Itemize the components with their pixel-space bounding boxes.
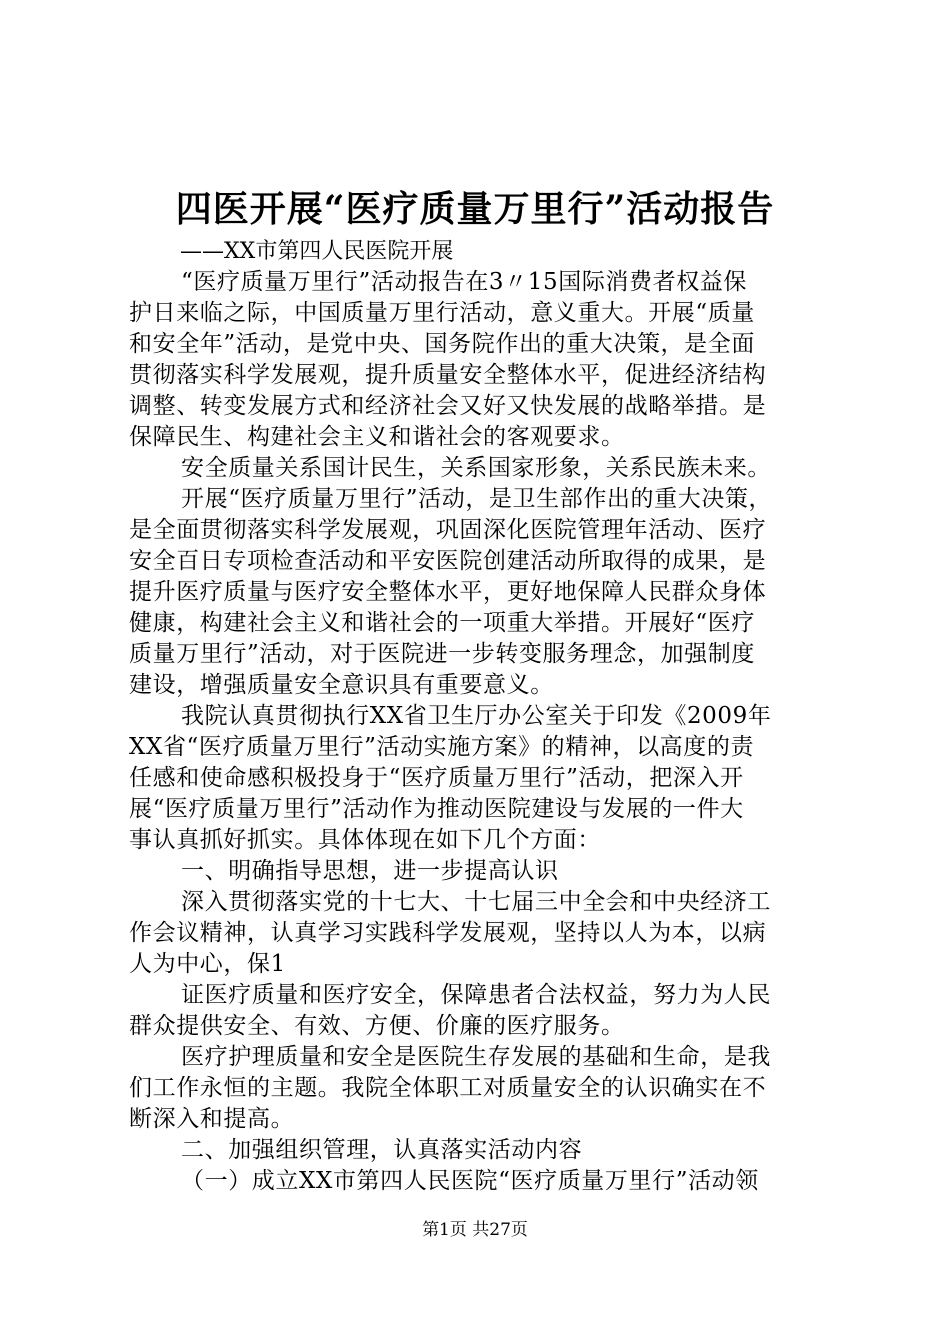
body-line: 医疗护理质量和安全是医院生存发展的基础和生命，是我	[181, 1044, 771, 1070]
body-line: 证医疗质量和医疗安全，保障患者合法权益，努力为人民	[181, 982, 771, 1008]
body-line: 贯彻落实科学发展观，提升质量安全整体水平，促进经济结构	[129, 362, 767, 388]
body-line: 一、明确指导思想，进一步提高认识	[181, 858, 559, 884]
body-line: 质量万里行”活动，对于医院进一步转变服务理念，加强制度	[129, 641, 755, 667]
document-title: 四医开展“医疗质量万里行”活动报告	[175, 188, 775, 230]
body-line: XX省“医疗质量万里行”活动实施方案》的精神，以高度的责	[129, 734, 755, 760]
body-line: 开展“医疗质量万里行”活动，是卫生部作出的重大决策，	[181, 486, 773, 512]
body-line: 健康，构建社会主义和谐社会的一项重大举措。开展好“医疗	[129, 610, 755, 636]
body-line: 作会议精神，认真学习实践科学发展观，坚持以人为本，以病	[129, 920, 767, 946]
body-line: 二、加强组织管理，认真落实活动内容	[181, 1137, 583, 1163]
body-line: 人为中心，保1	[129, 951, 286, 977]
body-line: 群众提供安全、有效、方便、价廉的医疗服务。	[129, 1013, 625, 1039]
body-line: “医疗质量万里行”活动报告在3〃15国际消费者权益保	[181, 269, 748, 295]
body-line: 深入贯彻落实党的十七大、十七届三中全会和中央经济工	[181, 889, 771, 915]
document-subtitle: ——XX市第四人民医院开展	[180, 239, 454, 264]
body-line: 我院认真贯彻执行XX省卫生厅办公室关于印发《2009年	[181, 703, 772, 729]
body-line: 断深入和提高。	[129, 1106, 295, 1132]
body-line: 安全质量关系国计民生，关系国家形象，关系民族未来。	[181, 455, 771, 481]
body-line: （一）成立XX市第四人民医院“医疗质量万里行”活动领	[181, 1168, 759, 1194]
body-line: 保障民生、构建社会主义和谐社会的客观要求。	[129, 424, 625, 450]
page-footer: 第1页 共27页	[422, 1220, 528, 1240]
body-line: 调整、转变发展方式和经济社会又好又快发展的战略举措。是	[129, 393, 767, 419]
body-line: 是全面贯彻落实科学发展观，巩固深化医院管理年活动、医疗	[129, 517, 767, 543]
body-line: 任感和使命感积极投身于“医疗质量万里行”活动，把深入开	[129, 765, 744, 791]
body-line: 们工作永恒的主题。我院全体职工对质量安全的认识确实在不	[129, 1075, 767, 1101]
body-line: 护日来临之际，中国质量万里行活动，意义重大。开展“质量	[129, 300, 755, 326]
body-line: 和安全年”活动，是党中央、国务院作出的重大决策，是全面	[129, 331, 755, 357]
body-line: 展“医疗质量万里行”活动作为推动医院建设与发展的一件大	[129, 796, 744, 822]
body-line: 安全百日专项检查活动和平安医院创建活动所取得的成果，是	[129, 548, 767, 574]
body-line: 提升医疗质量与医疗安全整体水平，更好地保障人民群众身体	[129, 579, 767, 605]
document-body	[129, 267, 829, 1197]
body-line: 建设，增强质量安全意识具有重要意义。	[129, 672, 554, 698]
body-line: 事认真抓好抓实。具体体现在如下几个方面：	[129, 827, 601, 853]
